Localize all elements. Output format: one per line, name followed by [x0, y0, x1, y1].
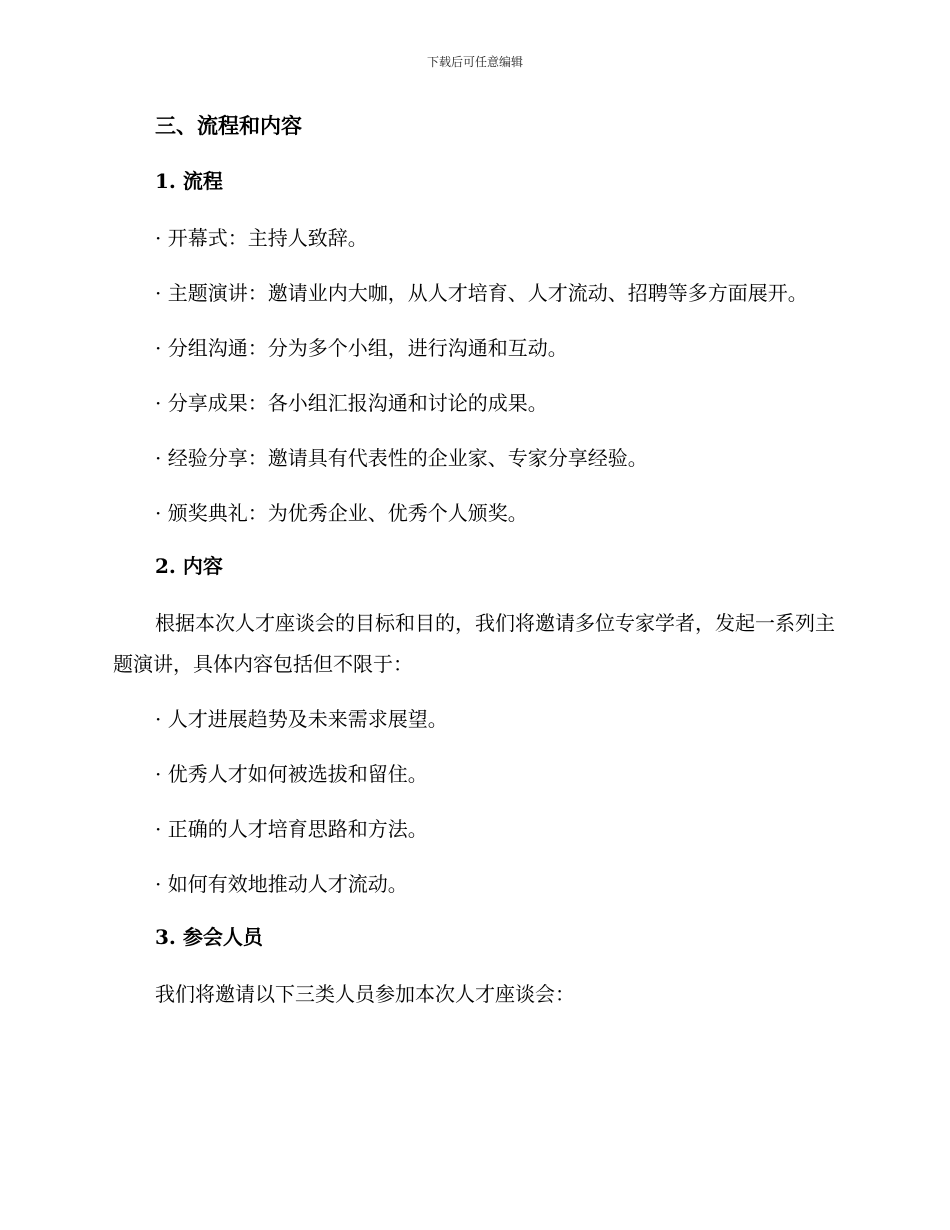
process-item: · 颁奖典礼：为优秀企业、优秀个人颁奖。	[155, 501, 528, 525]
content-intro: 根据本次人才座谈会的目标和目的，我们将邀请多位专家学者，发起一系列主题演讲，具体内容包括但不限于：	[113, 611, 835, 676]
process-item: · 分享成果：各小组汇报沟通和讨论的成果。	[155, 391, 548, 415]
content-item: · 人才进展趋势及未来需求展望。	[155, 707, 448, 731]
process-item: · 经验分享：邀请具有代表性的企业家、专家分享经验。	[155, 446, 648, 470]
process-title: 1. 流程	[155, 169, 223, 193]
process-item: · 分组沟通：分为多个小组，进行沟通和互动。	[155, 336, 568, 360]
content-item: · 如何有效地推动人才流动。	[155, 872, 408, 896]
process-item: · 主题演讲：邀请业内大咖，从人才培育、人才流动、招聘等多方面展开。	[155, 281, 808, 305]
section-title: 三、流程和内容	[155, 113, 302, 138]
content-title: 2. 内容	[155, 554, 223, 578]
content-item: · 正确的人才培育思路和方法。	[155, 817, 428, 841]
process-item: · 开幕式：主持人致辞。	[155, 226, 368, 250]
document-body	[113, 108, 835, 1029]
attendees-intro: 我们将邀请以下三类人员参加本次人才座谈会：	[155, 982, 575, 1006]
content-item: · 优秀人才如何被选拔和留住。	[155, 762, 428, 786]
attendees-title: 3. 参会人员	[155, 925, 263, 949]
header-note: 下载后可任意编辑	[426, 55, 523, 69]
